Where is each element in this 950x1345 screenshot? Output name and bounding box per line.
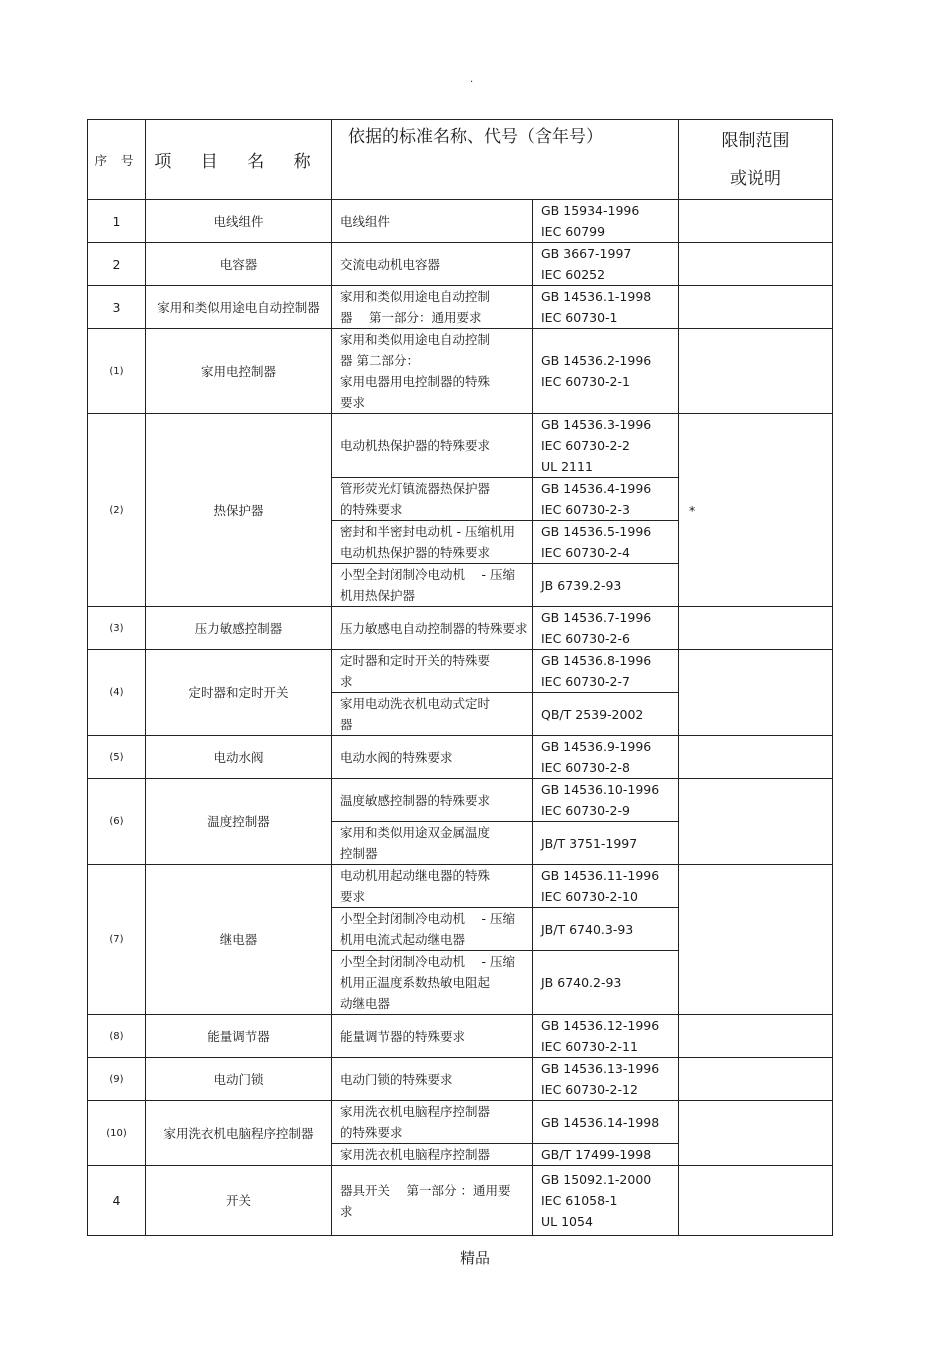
cell-limit (679, 329, 833, 414)
cell-item: 能量调节器 (146, 1015, 332, 1058)
cell-standard: 家用和类似用途电自动控制 器 第二部分： 家用电器用电控制器的特殊 要求 (332, 329, 533, 414)
cell-standard: 电动机热保护器的特殊要求 (332, 414, 533, 478)
cell-code: QB/T 2539-2002 (533, 693, 679, 736)
cell-code: JB 6740.2-93 (533, 951, 679, 1015)
cell-standard: 小型全封闭制冷电动机 - 压缩 机用热保护器 (332, 564, 533, 607)
table-row (88, 200, 833, 243)
cell-limit (679, 1058, 833, 1101)
table-row (88, 1166, 833, 1236)
cell-standard: 电动门锁的特殊要求 (332, 1058, 533, 1101)
cell-limit (679, 1101, 833, 1166)
cell-item: 压力敏感控制器 (146, 607, 332, 650)
cell-item: 继电器 (146, 865, 332, 1015)
cell-limit (679, 286, 833, 329)
cell-limit (679, 736, 833, 779)
cell-limit (679, 650, 833, 736)
cell-item: 开关 (146, 1166, 332, 1236)
table-row (88, 414, 833, 478)
table-row (88, 779, 833, 822)
cell-standard: 压力敏感电自动控制器的特殊要求 (332, 607, 533, 650)
cell-standard: 温度敏感控制器的特殊要求 (332, 779, 533, 822)
cell-code: GB 14536.9-1996 IEC 60730-2-8 (533, 736, 679, 779)
cell-code: GB 14536.11-1996 IEC 60730-2-10 (533, 865, 679, 908)
table-row (88, 329, 833, 414)
table-row (88, 286, 833, 329)
cell-item: 温度控制器 (146, 779, 332, 865)
cell-seq: (10) (88, 1101, 146, 1166)
cell-item: 家用电控制器 (146, 329, 332, 414)
cell-standard: 家用和类似用途电自动控制 器 第一部分：通用要求 (332, 286, 533, 329)
cell-standard: 器具开关 第一部分 ：通用要 求 (332, 1166, 533, 1236)
header-standard: 依据的标准名称、代号（含年号） (332, 120, 679, 200)
cell-item: 电动水阀 (146, 736, 332, 779)
cell-standard: 家用洗衣机电脑程序控制器 (332, 1144, 533, 1166)
cell-standard: 管形荧光灯镇流器热保护器 的特殊要求 (332, 478, 533, 521)
cell-standard: 小型全封闭制冷电动机 - 压缩 机用正温度系数热敏电阻起 动继电器 (332, 951, 533, 1015)
cell-standard: 定时器和定时开关的特殊要 求 (332, 650, 533, 693)
cell-seq: 3 (88, 286, 146, 329)
cell-limit: * (679, 414, 833, 607)
cell-seq: (5) (88, 736, 146, 779)
cell-limit (679, 607, 833, 650)
cell-code: GB 15092.1-2000 IEC 61058-1 UL 1054 (533, 1166, 679, 1236)
standards-table (87, 119, 833, 1236)
cell-code: GB 14536.1-1998 IEC 60730-1 (533, 286, 679, 329)
cell-code: GB/T 17499-1998 (533, 1144, 679, 1166)
table-row (88, 1058, 833, 1101)
cell-code: GB 14536.12-1996 IEC 60730-2-11 (533, 1015, 679, 1058)
cell-seq: (6) (88, 779, 146, 865)
cell-code: GB 14536.8-1996 IEC 60730-2-7 (533, 650, 679, 693)
header-limit-line1: 限制范围 (721, 130, 790, 151)
table-row (88, 1015, 833, 1058)
cell-item: 电容器 (146, 243, 332, 286)
cell-code: GB 14536.4-1996 IEC 60730-2-3 (533, 478, 679, 521)
page-footer: 精品 (459, 1249, 490, 1267)
header-item: 项 目 名 称 (146, 120, 332, 200)
cell-limit (679, 200, 833, 243)
table-row (88, 865, 833, 908)
cell-seq: 1 (88, 200, 146, 243)
cell-seq: (8) (88, 1015, 146, 1058)
cell-limit (679, 1015, 833, 1058)
cell-limit (679, 1166, 833, 1236)
header-seq: 序 号 (88, 120, 146, 200)
cell-seq: 4 (88, 1166, 146, 1236)
page-top-mark: . (470, 74, 474, 85)
cell-item: 定时器和定时开关 (146, 650, 332, 736)
cell-code: GB 14536.3-1996 IEC 60730-2-2 UL 2111 (533, 414, 679, 478)
table-row (88, 1101, 833, 1144)
cell-standard: 交流电动机电容器 (332, 243, 533, 286)
cell-seq: (9) (88, 1058, 146, 1101)
cell-seq: (7) (88, 865, 146, 1015)
cell-seq: 2 (88, 243, 146, 286)
cell-standard: 家用洗衣机电脑程序控制器 的特殊要求 (332, 1101, 533, 1144)
cell-standard: 电动机用起动继电器的特殊 要求 (332, 865, 533, 908)
cell-code: GB 14536.10-1996 IEC 60730-2-9 (533, 779, 679, 822)
cell-code: GB 14536.5-1996 IEC 60730-2-4 (533, 521, 679, 564)
cell-standard: 家用和类似用途双金属温度 控制器 (332, 822, 533, 865)
table-row (88, 736, 833, 779)
table-row (88, 650, 833, 693)
cell-standard: 电线组件 (332, 200, 533, 243)
cell-limit (679, 779, 833, 865)
cell-code: JB/T 3751-1997 (533, 822, 679, 865)
cell-limit (679, 243, 833, 286)
cell-code: GB 14536.13-1996 IEC 60730-2-12 (533, 1058, 679, 1101)
cell-code: GB 14536.7-1996 IEC 60730-2-6 (533, 607, 679, 650)
cell-standard: 密封和半密封电动机 - 压缩机用 电动机热保护器的特殊要求 (332, 521, 533, 564)
cell-seq: (3) (88, 607, 146, 650)
cell-standard: 小型全封闭制冷电动机 - 压缩 机用电流式起动继电器 (332, 908, 533, 951)
cell-code: GB 14536.14-1998 (533, 1101, 679, 1144)
cell-limit (679, 865, 833, 1015)
table-header-row (88, 120, 833, 200)
cell-code: GB 14536.2-1996 IEC 60730-2-1 (533, 329, 679, 414)
cell-standard: 电动水阀的特殊要求 (332, 736, 533, 779)
cell-item: 热保护器 (146, 414, 332, 607)
cell-standard: 能量调节器的特殊要求 (332, 1015, 533, 1058)
cell-item: 电动门锁 (146, 1058, 332, 1101)
cell-seq: (4) (88, 650, 146, 736)
cell-item: 家用洗衣机电脑程序控制器 (146, 1101, 332, 1166)
table-row (88, 243, 833, 286)
table-row (88, 607, 833, 650)
cell-seq: (1) (88, 329, 146, 414)
cell-item: 电线组件 (146, 200, 332, 243)
header-limit (679, 120, 833, 200)
cell-code: JB 6739.2-93 (533, 564, 679, 607)
cell-code: JB/T 6740.3-93 (533, 908, 679, 951)
cell-standard: 家用电动洗衣机电动式定时 器 (332, 693, 533, 736)
header-limit-line2: 或说明 (730, 168, 781, 189)
cell-code: GB 3667-1997 IEC 60252 (533, 243, 679, 286)
cell-item: 家用和类似用途电自动控制器 (146, 286, 332, 329)
cell-seq: (2) (88, 414, 146, 607)
cell-code: GB 15934-1996 IEC 60799 (533, 200, 679, 243)
